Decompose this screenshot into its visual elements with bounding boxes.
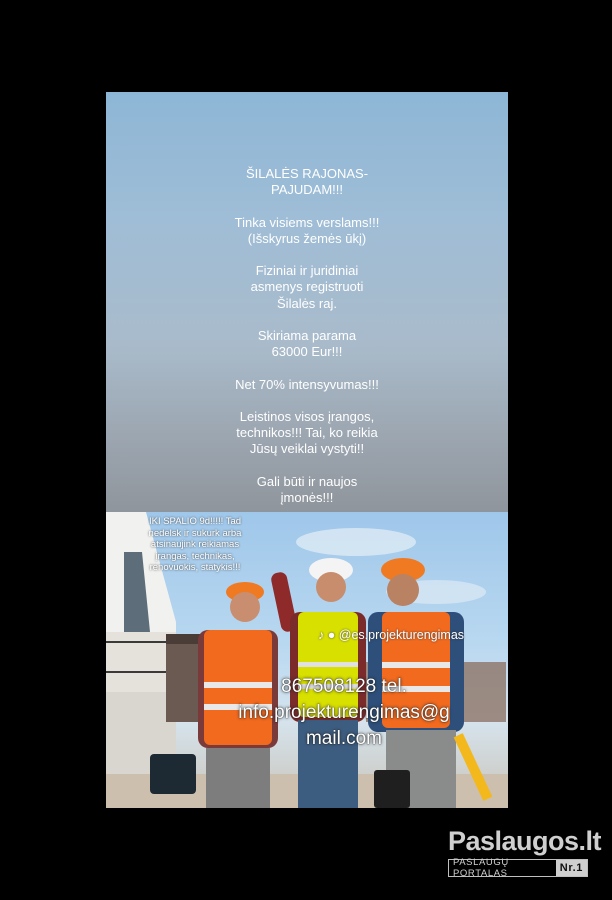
- paragraph-applicants: Fiziniai ir juridiniai asmenys registruoti Šilalės raj.: [250, 263, 364, 311]
- tiktok-icon: ♪: [318, 628, 325, 642]
- paragraph-eligibility: Tinka visiems verslams!!! (Išskyrus žemės ūkį): [234, 214, 380, 246]
- poster-text: [106, 166, 508, 522]
- poster: [106, 92, 508, 808]
- tiktok-handle[interactable]: [318, 628, 464, 642]
- brand-subtitle-box: [448, 859, 588, 877]
- poster-text-panel: [106, 92, 508, 512]
- phone-number[interactable]: 867508128 tel.: [281, 676, 407, 697]
- workers-photo: [106, 512, 508, 808]
- email-line-1[interactable]: info.projekturengimas@g: [238, 702, 450, 723]
- brand-name: Paslaugos.lt: [448, 826, 602, 856]
- contact-info: [194, 674, 494, 752]
- paragraph-equipment: Leistinos visos įrangos, technikos!!! Tai, ko reikia Jūsų veiklai vystyti!!: [236, 408, 378, 457]
- paragraph-intensity: Net 70% intensyvumas!!!: [235, 376, 379, 392]
- email-line-2[interactable]: mail.com: [305, 728, 382, 749]
- paragraph-amount: Skiriama parama 63000 Eur!!!: [257, 327, 357, 360]
- paragraph-new-companies: Gali būti ir naujos įmonės!!!: [256, 473, 358, 505]
- brand-rank-badge: Nr.1: [556, 860, 587, 876]
- photo-caption: IKI SPALIO 9d!!!!! Tad nedelsk ir sukurk arba atsinaujink reikiamas įrangas, technikas, renovuokis, statykis!!!: [148, 516, 242, 574]
- paragraph-title: ŠILALĖS RAJONAS- PAJUDAM!!!: [245, 166, 369, 198]
- brand-subtitle: PASLAUGŲ PORTALAS: [453, 857, 509, 879]
- tiktok-handle-text: @es.projekturengimas: [338, 628, 465, 642]
- person-icon: ●: [327, 628, 336, 642]
- watermark-logo: [448, 826, 602, 879]
